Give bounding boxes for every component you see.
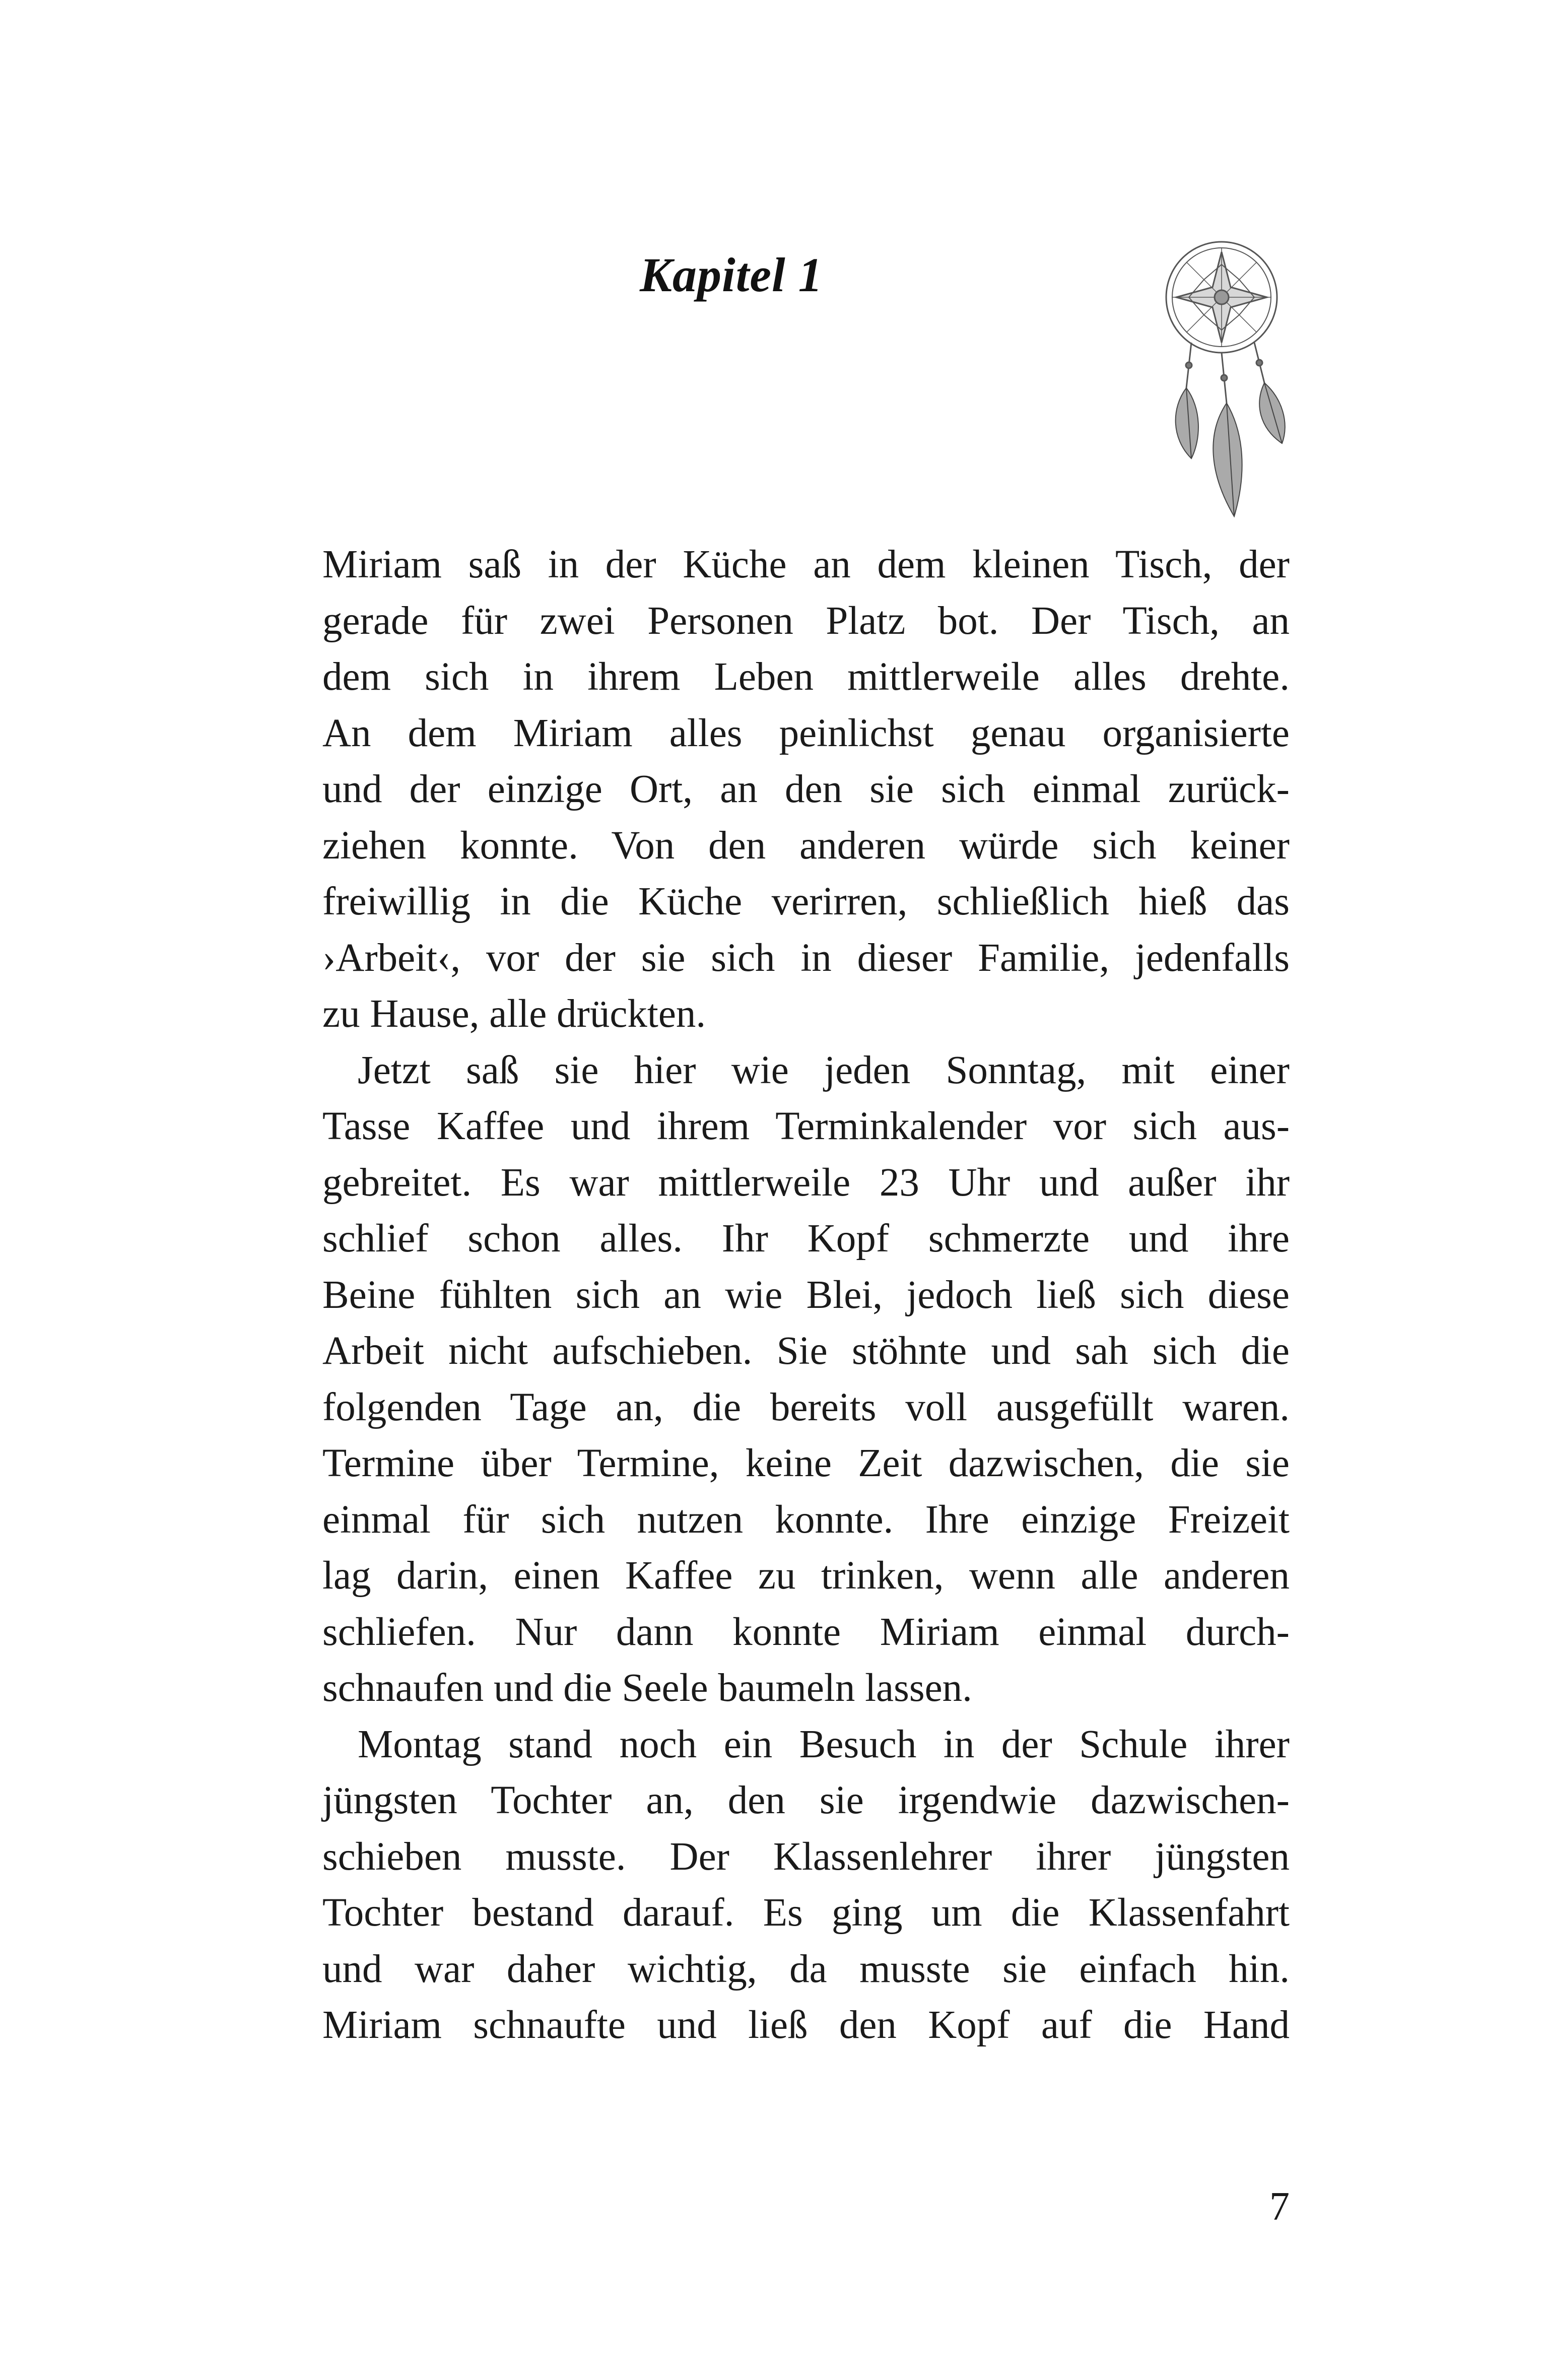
- paragraph-3: [322, 1716, 1290, 2054]
- dreamcatcher-icon: [1151, 237, 1307, 519]
- text-line: schliefen. Nur dann konnte Miriam einmal durch-: [322, 1610, 1290, 1654]
- page-number: 7: [1269, 2185, 1290, 2229]
- text-line: ziehen konnte. Von den anderen würde sich keiner: [322, 823, 1290, 868]
- text-line: Jetzt saß sie hier wie jeden Sonntag, mit einer: [358, 1048, 1290, 1092]
- text-line: lag darin, einen Kaffee zu trinken, wenn alle anderen: [322, 1554, 1290, 1598]
- paragraph-2: [322, 1042, 1290, 1716]
- text-line: Miriam saß in der Küche an dem kleinen Tisch, der: [322, 543, 1290, 586]
- text-line: Montag stand noch ein Besuch in der Schule ihrer: [358, 1722, 1290, 1766]
- text-line: Arbeit nicht aufschieben. Sie stöhnte und sah sich die: [322, 1329, 1290, 1373]
- text-line: gebreitet. Es war mittlerweile 23 Uhr und außer ihr: [322, 1160, 1290, 1205]
- text-line: dem sich in ihrem Leben mittlerweile alles drehte.: [322, 655, 1290, 699]
- text-line: einmal für sich nutzen konnte. Ihre einzige Freizeit: [322, 1497, 1290, 1542]
- text-line: ›Arbeit‹, vor der sie sich in dieser Familie, jedenfalls: [322, 936, 1290, 980]
- text-line: jüngsten Tochter an, den sie irgendwie dazwischen-: [322, 1778, 1290, 1822]
- text-line: freiwillig in die Küche verirren, schließlich hieß das: [322, 880, 1290, 923]
- text-line: Beine fühlten sich an wie Blei, jedoch ließ sich diese: [322, 1273, 1290, 1317]
- text-line: Tochter bestand darauf. Es ging um die Klassenfahrt: [322, 1891, 1290, 1935]
- text-line: An dem Miriam alles peinlichst genau organisierte: [322, 711, 1290, 755]
- chapter-title: Kapitel 1: [640, 248, 823, 302]
- text-line: Miriam schnaufte und ließ den Kopf auf die Hand: [322, 2003, 1290, 2047]
- text-line: schieben musste. Der Klassenlehrer ihrer jüngsten: [322, 1834, 1290, 1879]
- text-line: und der einzige Ort, an den sie sich einmal zurück-: [322, 767, 1290, 811]
- text-line: zu Hause, alle drückten.: [322, 992, 706, 1036]
- paragraph-1: [322, 537, 1290, 1042]
- text-line: gerade für zwei Personen Platz bot. Der Tisch, an: [322, 599, 1290, 643]
- text-line: schnaufen und die Seele baumeln lassen.: [322, 1666, 972, 1710]
- text-line: Termine über Termine, keine Zeit dazwischen, die sie: [322, 1441, 1290, 1485]
- text-line: schlief schon alles. Ihr Kopf schmerzte und ihre: [322, 1217, 1290, 1261]
- text-line: und war daher wichtig, da musste sie einfach hin.: [322, 1947, 1290, 1991]
- text-line: folgenden Tage an, die bereits voll ausgefüllt waren.: [322, 1385, 1290, 1429]
- text-line: Tasse Kaffee und ihrem Terminkalender vor sich aus-: [322, 1104, 1290, 1148]
- body-text: [322, 537, 1290, 2054]
